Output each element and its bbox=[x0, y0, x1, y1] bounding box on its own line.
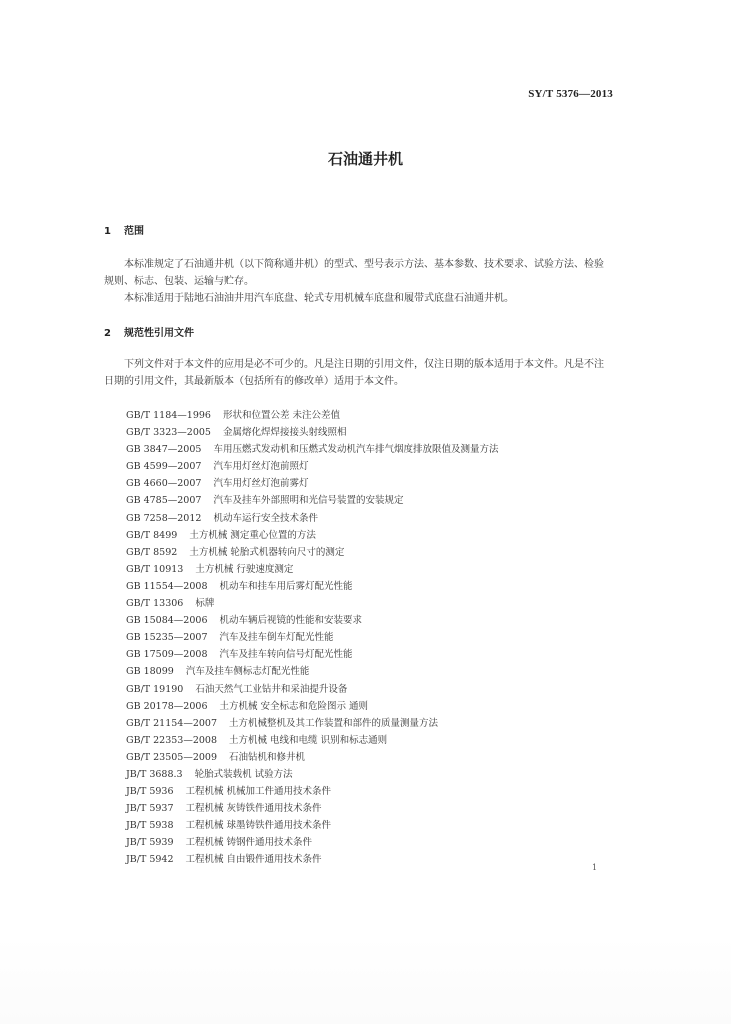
reference-code: GB 15235—2007 bbox=[126, 632, 208, 644]
reference-title: 石油天然气工业钻井和采油提升设备 bbox=[195, 683, 348, 695]
reference-code: GB/T 21154—2007 bbox=[126, 717, 218, 729]
reference-title: 土方机械 轮胎式机器转向尺寸的测定 bbox=[189, 546, 345, 558]
reference-title: 汽车及挂车倒车灯配光性能 bbox=[219, 632, 334, 644]
reference-item bbox=[126, 578, 498, 595]
reference-item bbox=[126, 732, 498, 749]
reference-item bbox=[126, 458, 498, 475]
section-heading-normative-references bbox=[104, 324, 194, 339]
reference-title: 形状和位置公差 未注公差值 bbox=[222, 410, 341, 421]
reference-title: 土方机械 电线和电缆 识别和标志通则 bbox=[229, 734, 388, 746]
scope-paragraph-1: 本标准规定了石油通井机（以下简称通井机）的型式、型号表示方法、基本参数、技术要求、试验方法、检验规则、标志、包装、运输与贮存。 bbox=[104, 259, 604, 287]
reference-item bbox=[126, 783, 498, 800]
reference-title: 标牌 bbox=[195, 598, 215, 610]
reference-title: 工程机械 球墨铸铁件通用技术条件 bbox=[185, 820, 332, 832]
reference-title: 汽车用灯丝灯泡前雾灯 bbox=[213, 478, 309, 490]
reference-title: 工程机械 机械加工件通用技术条件 bbox=[185, 786, 332, 798]
reference-code: JB/T 5938 bbox=[126, 820, 174, 832]
reference-item bbox=[126, 766, 498, 783]
reference-code: JB/T 5939 bbox=[126, 837, 174, 849]
reference-code: JB/T 5942 bbox=[126, 854, 174, 866]
reference-title: 金属熔化焊焊接接头射线照相 bbox=[222, 427, 347, 439]
reference-title: 土方机械 测定重心位置的方法 bbox=[189, 529, 316, 541]
reference-title: 石油钻机和修井机 bbox=[229, 751, 306, 763]
page-number: 1 bbox=[592, 863, 598, 872]
reference-title: 汽车用灯丝灯泡前照灯 bbox=[213, 461, 309, 473]
page-bottom-margin bbox=[0, 878, 731, 1024]
reference-item bbox=[126, 595, 498, 612]
reference-code: GB/T 10913 bbox=[126, 563, 184, 575]
reference-code: JB/T 5936 bbox=[126, 786, 174, 798]
reference-item bbox=[126, 629, 498, 646]
reference-item bbox=[126, 646, 498, 663]
reference-code: GB 7258—2012 bbox=[126, 512, 202, 524]
section-number: 1 bbox=[104, 226, 111, 237]
standard-code: SY/T 5376—2013 bbox=[528, 88, 613, 100]
reference-code: GB 11554—2008 bbox=[126, 580, 208, 592]
reference-title: 机动车运行安全技术条件 bbox=[213, 512, 318, 524]
reference-item bbox=[126, 441, 498, 458]
reference-code: GB 4660—2007 bbox=[126, 478, 202, 490]
reference-item bbox=[126, 407, 498, 424]
reference-title: 工程机械 自由锻件通用技术条件 bbox=[185, 854, 322, 866]
reference-code: GB 15084—2006 bbox=[126, 615, 208, 627]
reference-title: 轮胎式装载机 试验方法 bbox=[194, 768, 293, 780]
reference-title: 机动车辆后视镜的性能和安装要求 bbox=[219, 615, 363, 627]
reference-code: GB/T 1184—1996 bbox=[126, 410, 211, 421]
reference-item bbox=[126, 715, 498, 732]
reference-title: 汽车及挂车侧标志灯配光性能 bbox=[185, 666, 310, 678]
reference-code: GB/T 8592 bbox=[126, 546, 178, 558]
reference-item bbox=[126, 510, 498, 527]
reference-title: 工程机械 铸钢件通用技术条件 bbox=[185, 837, 313, 849]
reference-code: GB 20178—2006 bbox=[126, 700, 208, 712]
reference-code: GB/T 23505—2009 bbox=[126, 751, 218, 763]
reference-item bbox=[126, 851, 498, 868]
section-number: 2 bbox=[104, 328, 111, 339]
reference-title: 工程机械 灰铸铁件通用技术条件 bbox=[185, 803, 322, 815]
reference-code: GB/T 22353—2008 bbox=[126, 734, 218, 746]
reference-code: GB 17509—2008 bbox=[126, 649, 208, 661]
reference-code: GB 4785—2007 bbox=[126, 495, 202, 507]
scope-paragraph-2: 本标准适用于陆地石油油井用汽车底盘、轮式专用机械车底盘和履带式底盘石油通井机。 bbox=[124, 293, 514, 304]
reference-item bbox=[126, 800, 498, 817]
reference-code: GB/T 8499 bbox=[126, 529, 178, 541]
reference-item bbox=[126, 663, 498, 680]
reference-code: GB 3847—2005 bbox=[126, 444, 202, 456]
references-intro-paragraph: 下列文件对于本文件的应用是必不可少的。凡是注日期的引用文件，仅注日期的版本适用于本文件。凡是不注日期的引用文件，其最新版本（包括所有的修改单）适用于本文件。 bbox=[104, 359, 604, 387]
reference-item bbox=[126, 698, 498, 715]
reference-title: 汽车及挂车转向信号灯配光性能 bbox=[219, 649, 353, 661]
section-title: 范围 bbox=[124, 226, 144, 237]
section-heading-scope bbox=[104, 222, 144, 237]
reference-code: JB/T 3688.3 bbox=[126, 768, 183, 780]
reference-code: GB 4599—2007 bbox=[126, 461, 202, 473]
reference-item bbox=[126, 681, 498, 698]
reference-item bbox=[126, 749, 498, 766]
reference-title: 土方机械整机及其工作装置和部件的质量测量方法 bbox=[229, 717, 439, 729]
reference-item bbox=[126, 544, 498, 561]
reference-code: GB/T 3323—2005 bbox=[126, 427, 211, 439]
reference-title: 车用压燃式发动机和压燃式发动机汽车排气烟度排放限值及测量方法 bbox=[213, 444, 499, 456]
document-title: 石油通井机 bbox=[327, 150, 403, 168]
reference-code: GB/T 19190 bbox=[126, 683, 184, 695]
reference-code: GB/T 13306 bbox=[126, 598, 184, 610]
reference-item bbox=[126, 527, 498, 544]
reference-item bbox=[126, 612, 498, 629]
reference-item bbox=[126, 475, 498, 492]
reference-code: JB/T 5937 bbox=[126, 803, 174, 815]
reference-item bbox=[126, 492, 498, 509]
section-title: 规范性引用文件 bbox=[124, 328, 194, 339]
reference-title: 土方机械 安全标志和危险图示 通则 bbox=[219, 700, 369, 712]
reference-title: 土方机械 行驶速度测定 bbox=[195, 563, 294, 575]
reference-code: GB 18099 bbox=[126, 666, 174, 678]
reference-title: 汽车及挂车外部照明和光信号装置的安装规定 bbox=[213, 495, 404, 507]
reference-item bbox=[126, 834, 498, 851]
reference-title: 机动车和挂车用后雾灯配光性能 bbox=[219, 580, 353, 592]
reference-list bbox=[126, 407, 498, 869]
reference-item bbox=[126, 817, 498, 834]
reference-item bbox=[126, 424, 498, 441]
reference-item bbox=[126, 561, 498, 578]
